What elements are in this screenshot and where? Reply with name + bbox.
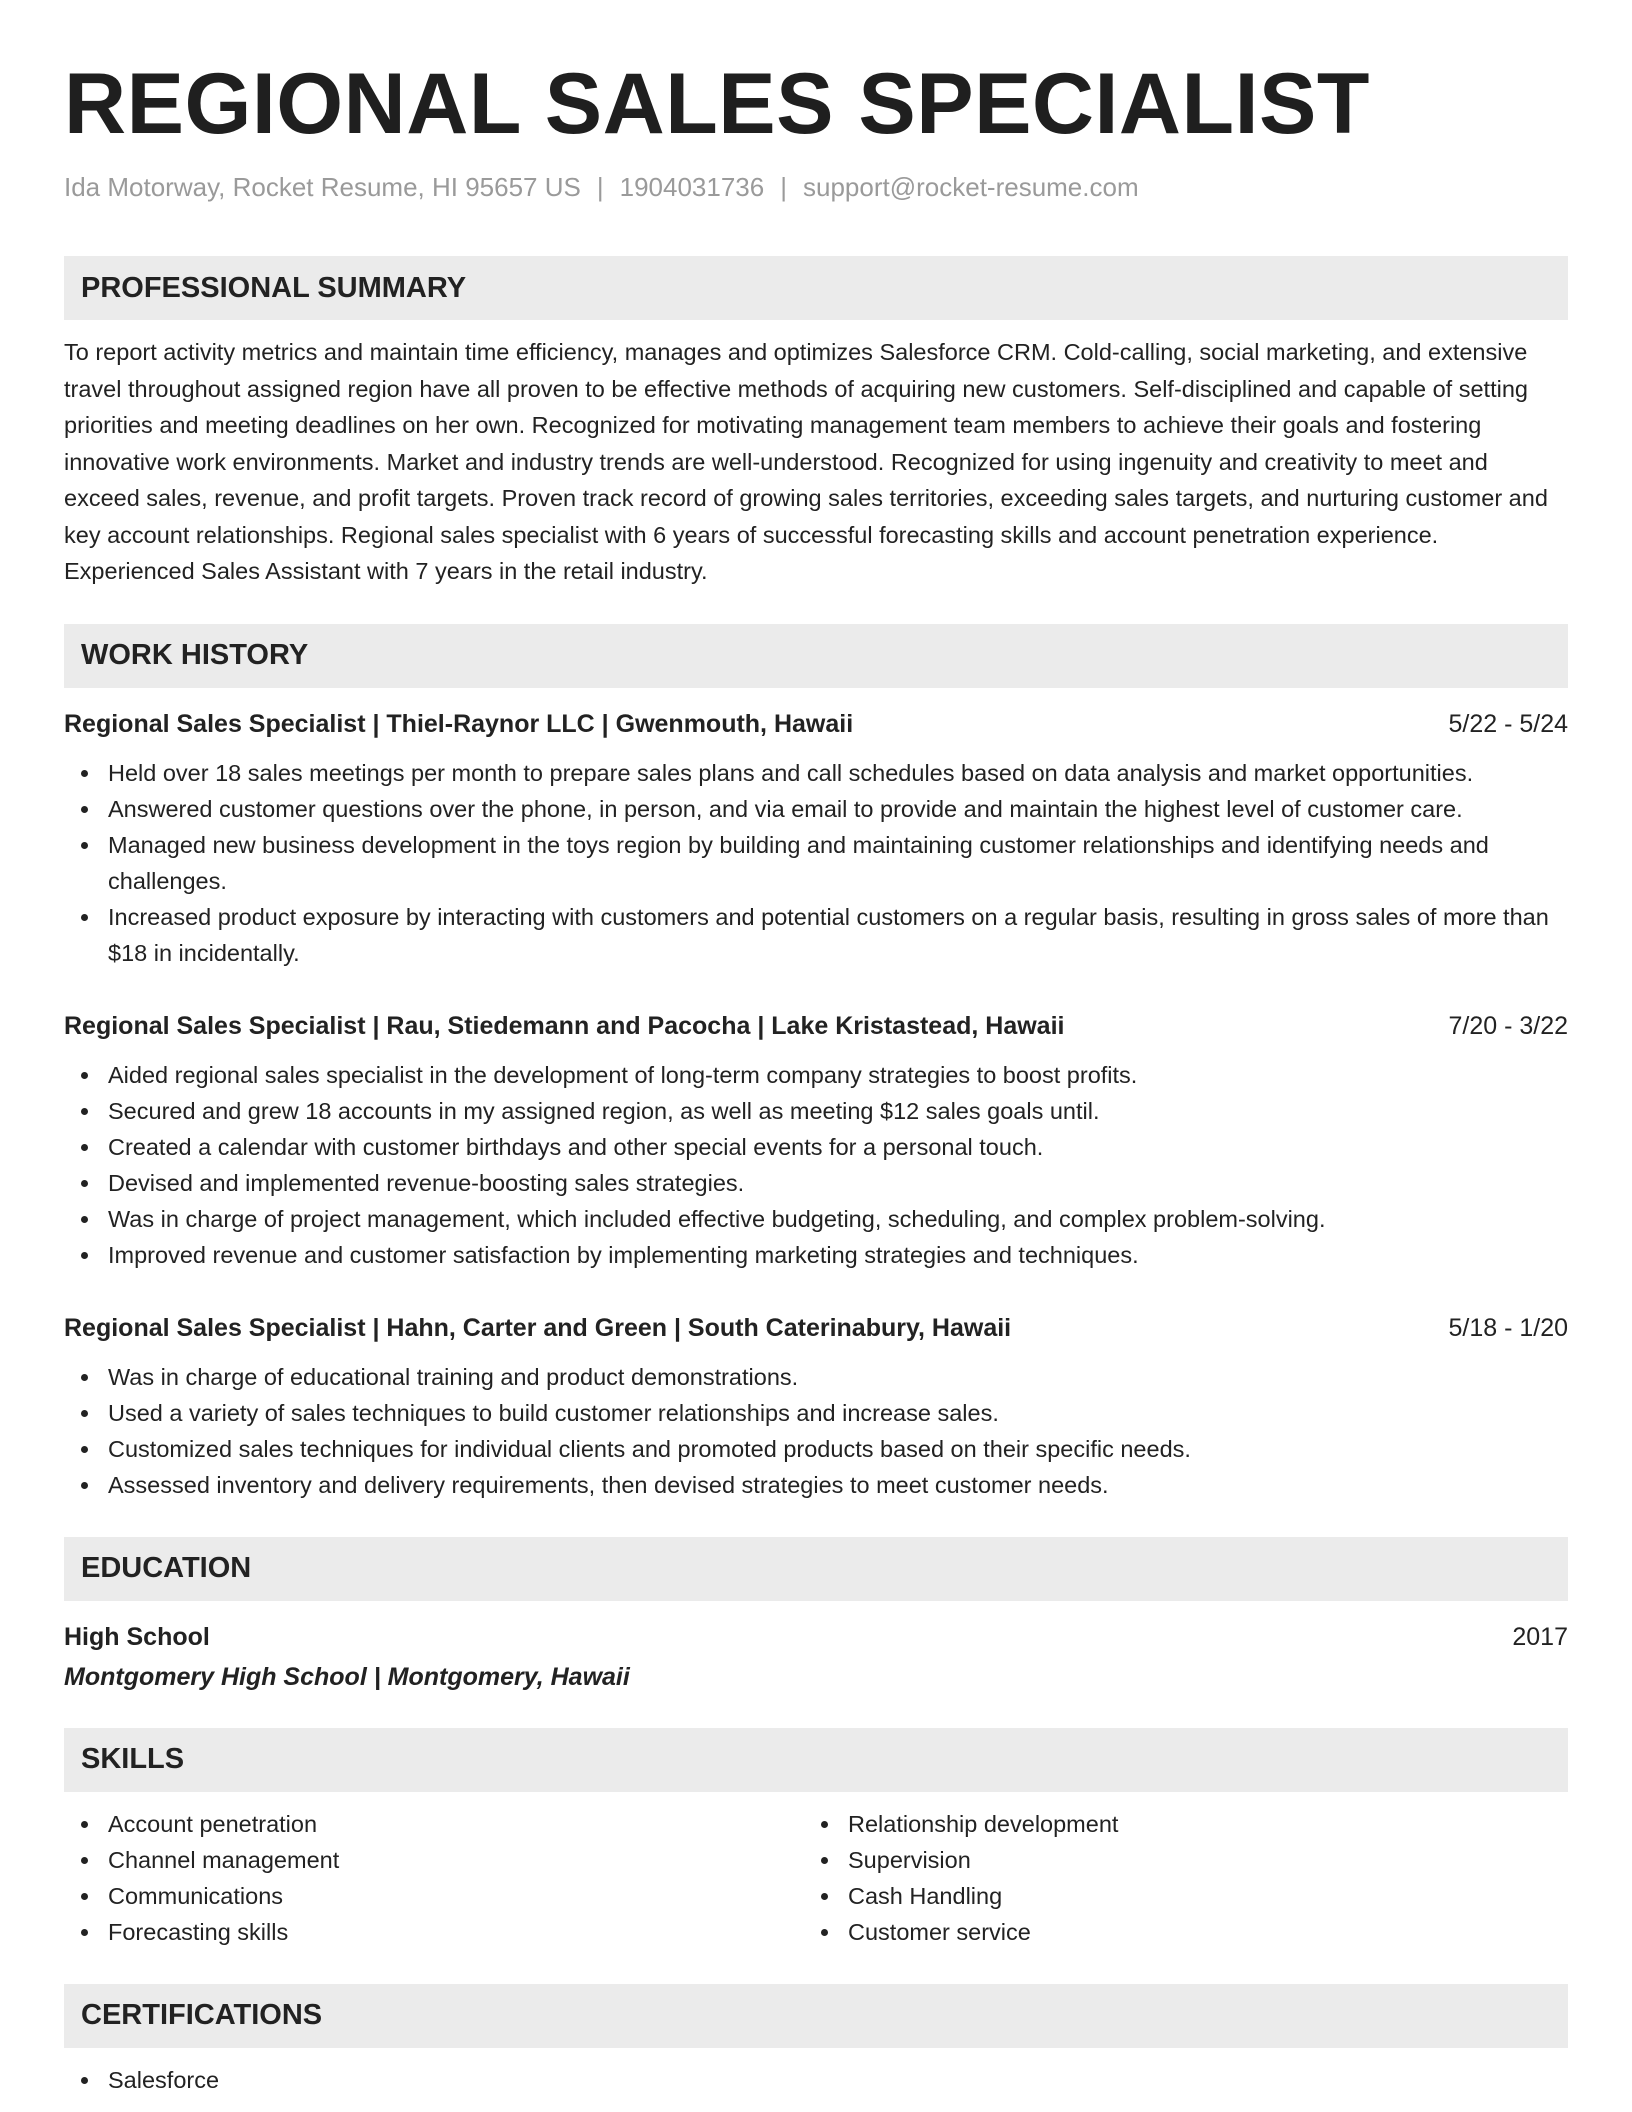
- certifications-bullets: [64, 2062, 1568, 2098]
- job-header: [64, 707, 1568, 741]
- job-bullet: Managed new business development in the toys region by building and maintaining customer relationships and identifying needs and challenges.: [64, 827, 1568, 899]
- skill-item: Channel management: [64, 1842, 804, 1878]
- skill-item: Communications: [64, 1878, 804, 1914]
- education-header: [64, 1620, 1568, 1654]
- section-header-summary: PROFESSIONAL SUMMARY: [64, 256, 1568, 320]
- section-header-work-history: WORK HISTORY: [64, 624, 1568, 688]
- job-bullet: Aided regional sales specialist in the development of long-term company strategies to boost profits.: [64, 1057, 1568, 1093]
- contact-separator: |: [596, 172, 604, 202]
- job-bullet: Was in charge of educational training and product demonstrations.: [64, 1359, 1568, 1395]
- job-bullet: Was in charge of project management, which included effective budgeting, scheduling, and complex problem-solving.: [64, 1201, 1568, 1237]
- skill-item: Relationship development: [804, 1806, 1544, 1842]
- education-year: 2017: [1512, 1622, 1568, 1651]
- job-dates: 5/18 - 1/20: [1448, 1313, 1568, 1342]
- job-header: [64, 1311, 1568, 1345]
- job-entry: [64, 707, 1568, 971]
- job-header: [64, 1009, 1568, 1043]
- summary-paragraph: To report activity metrics and maintain time efficiency, manages and optimizes Salesforce CRM. Cold-calling, social marketing, and extensive travel throughout assigned region have all proven to be effective methods of acquiring new customers. Self-disciplined and capable of setting priorities and meeting deadlines on her own. Recognized for motivating management team members to achieve their goals and fostering innovative work environments. Market and industry trends are well-understood. Recognized for using ingenuity and creativity to meet and exceed sales, revenue, and profit targets. Proven track record of growing sales territories, exceeding sales targets, and nurturing customer and key account relationships. Regional sales specialist with 6 years of successful forecasting skills and account penetration experience. Experienced Sales Assistant with 7 years in the retail industry.: [64, 339, 1548, 584]
- certifications-list: [64, 2062, 1568, 2098]
- section-header-certifications: CERTIFICATIONS: [64, 1984, 1568, 2048]
- skills-column-right: [804, 1806, 1544, 1950]
- job-bullet: Secured and grew 18 accounts in my assigned region, as well as meeting $12 sales goals until.: [64, 1093, 1568, 1129]
- job-bullet: Used a variety of sales techniques to build customer relationships and increase sales.: [64, 1395, 1568, 1431]
- skill-item: Cash Handling: [804, 1878, 1544, 1914]
- job-bullet: Assessed inventory and delivery requirements, then devised strategies to meet customer needs.: [64, 1467, 1568, 1503]
- job-title: Regional Sales Specialist | Hahn, Carter and Green | South Caterinabury, Hawaii: [64, 1313, 1012, 1342]
- skill-item: Account penetration: [64, 1806, 804, 1842]
- job-title: Regional Sales Specialist | Rau, Stiedemann and Pacocha | Lake Kristastead, Hawaii: [64, 1011, 1065, 1040]
- job-title: Regional Sales Specialist | Thiel-Raynor LLC | Gwenmouth, Hawaii: [64, 709, 854, 738]
- job-bullets: [64, 1359, 1568, 1503]
- job-bullet: Held over 18 sales meetings per month to prepare sales plans and call schedules based on data analysis and market opportunities.: [64, 755, 1568, 791]
- job-entry: [64, 1009, 1568, 1273]
- job-dates: 5/22 - 5/24: [1448, 709, 1568, 738]
- education-school: Montgomery High School | Montgomery, Hawaii: [64, 1662, 630, 1691]
- job-bullet: Improved revenue and customer satisfaction by implementing marketing strategies and techniques.: [64, 1237, 1568, 1273]
- skill-item: Customer service: [804, 1914, 1544, 1950]
- contact-address: Ida Motorway, Rocket Resume, HI 95657 US: [64, 172, 581, 202]
- resume-title: REGIONAL SALES SPECIALIST: [64, 56, 1370, 152]
- job-bullets: [64, 755, 1568, 971]
- skills-column-left: [64, 1806, 804, 1950]
- contact-phone: 1904031736: [619, 172, 765, 202]
- job-bullet: Customized sales techniques for individual clients and promoted products based on their specific needs.: [64, 1431, 1568, 1467]
- section-header-skills: SKILLS: [64, 1728, 1568, 1792]
- contact-separator: |: [780, 172, 787, 202]
- job-entry: [64, 1311, 1568, 1503]
- skill-item: Supervision: [804, 1842, 1544, 1878]
- contact-email: support@rocket-resume.com: [803, 172, 1139, 202]
- education-degree: High School: [64, 1622, 210, 1651]
- job-bullet: Answered customer questions over the phone, in person, and via email to provide and maintain the highest level of customer care.: [64, 791, 1568, 827]
- job-bullet: Created a calendar with customer birthdays and other special events for a personal touch.: [64, 1129, 1568, 1165]
- job-bullet: Devised and implemented revenue-boosting sales strategies.: [64, 1165, 1568, 1201]
- job-dates: 7/20 - 3/22: [1448, 1011, 1568, 1040]
- skills-grid: [64, 1806, 1568, 1950]
- certification-item: Salesforce: [64, 2062, 1568, 2098]
- job-bullets: [64, 1057, 1568, 1273]
- skill-item: Forecasting skills: [64, 1914, 804, 1950]
- section-header-education: EDUCATION: [64, 1537, 1568, 1601]
- contact-line: [64, 170, 1568, 204]
- job-bullet: Increased product exposure by interacting with customers and potential customers on a regular basis, resulting in gross sales of more than $18 in incidentally.: [64, 899, 1568, 971]
